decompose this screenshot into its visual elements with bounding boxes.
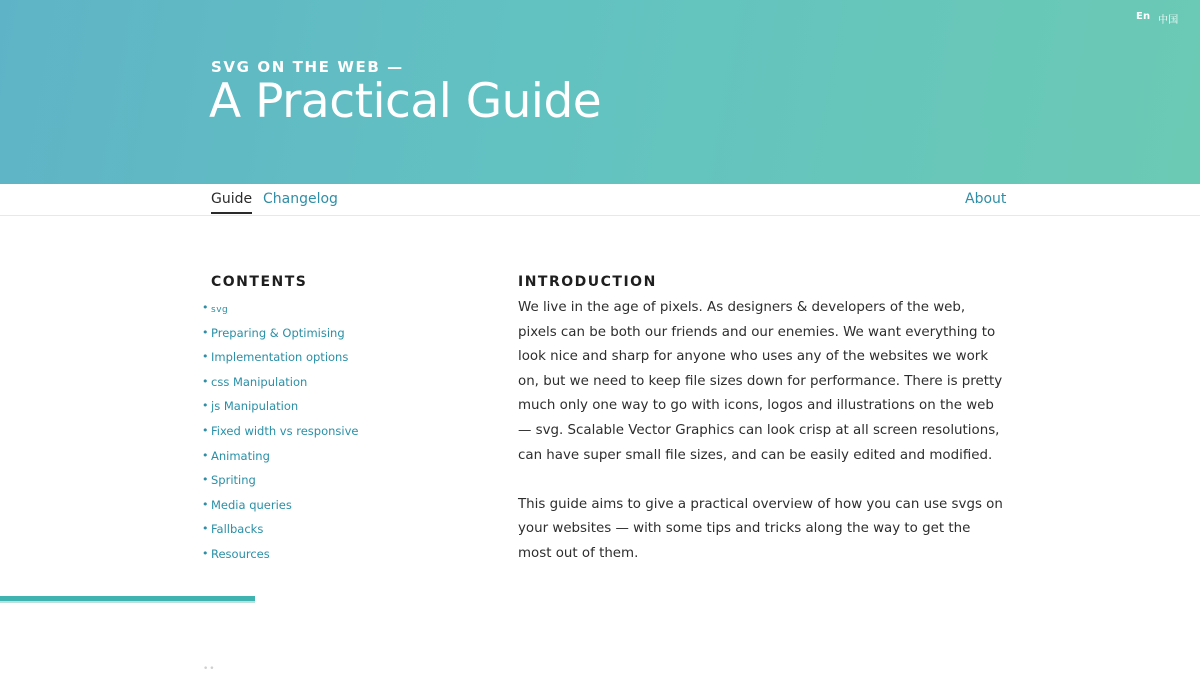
toc-link-fixed-width[interactable]: Fixed width vs responsive bbox=[211, 423, 359, 438]
intro-paragraph-2: This guide aims to give a practical overview of how you can use svgs on your websites — with some tips and tricks along the way to get the most out of them. bbox=[518, 496, 1003, 561]
pagination-dots: •• bbox=[203, 664, 216, 674]
introduction-heading: INTRODUCTION bbox=[518, 274, 657, 290]
list-item bbox=[0, 323, 359, 348]
list-item bbox=[0, 372, 359, 397]
list-item bbox=[0, 519, 359, 544]
toc-link-js-manipulation[interactable]: js Manipulation bbox=[211, 399, 299, 414]
page-header bbox=[0, 0, 1200, 184]
nav-changelog-link[interactable]: Changelog bbox=[263, 191, 338, 207]
toc-link-resources[interactable]: Resources bbox=[211, 546, 270, 561]
toc-link-svg[interactable]: svg bbox=[211, 305, 229, 315]
list-item bbox=[0, 446, 359, 471]
list-item bbox=[0, 421, 359, 446]
bullet-icon: • bbox=[202, 497, 209, 511]
site-kicker: SVG ON THE WEB — bbox=[211, 58, 404, 76]
list-item bbox=[0, 470, 359, 495]
introduction-body bbox=[518, 296, 1008, 591]
list-item bbox=[0, 347, 359, 372]
language-english-link[interactable]: En bbox=[1136, 11, 1151, 22]
toc-link-fallbacks[interactable]: Fallbacks bbox=[211, 522, 264, 537]
intro-paragraph-1: We live in the age of pixels. As designers & developers of the web, pixels can be both our friends and our enemies. We want everything to look nice and sharp for anyone who uses any of the websites we work on, but we need to keep file sizes down for performance. There is pretty much only one way to go with icons, logos and illustrations on the web — svg. Scalable Vector Graphics can look crisp at all screen resolutions, can have super small file sizes, and can be easily edited and modified. bbox=[518, 300, 1003, 463]
bullet-icon: • bbox=[202, 325, 209, 339]
main-nav bbox=[0, 184, 1200, 216]
bullet-icon: • bbox=[202, 301, 209, 314]
list-item bbox=[0, 544, 359, 569]
toc-link-implementation[interactable]: Implementation options bbox=[211, 350, 349, 365]
bullet-icon: • bbox=[202, 423, 209, 437]
page-title: A Practical Guide bbox=[209, 74, 602, 129]
list-item bbox=[0, 298, 359, 323]
bullet-icon: • bbox=[202, 399, 209, 413]
bullet-icon: • bbox=[202, 522, 209, 536]
contents-heading: CONTENTS bbox=[211, 274, 308, 290]
language-chinese-link[interactable]: 中国 bbox=[1158, 15, 1179, 26]
bullet-icon: • bbox=[202, 350, 209, 364]
toc-link-spriting[interactable]: Spriting bbox=[211, 473, 256, 488]
bullet-icon: • bbox=[202, 546, 209, 560]
contents-list bbox=[0, 298, 359, 569]
bullet-icon: • bbox=[202, 448, 209, 462]
list-item bbox=[0, 396, 359, 421]
reading-progress-bar bbox=[0, 596, 255, 603]
nav-guide-link[interactable]: Guide bbox=[211, 191, 252, 214]
toc-link-media-queries[interactable]: Media queries bbox=[211, 497, 292, 512]
toc-link-animating[interactable]: Animating bbox=[211, 448, 270, 463]
list-item bbox=[0, 495, 359, 520]
bullet-icon: • bbox=[202, 473, 209, 487]
nav-about-link[interactable]: About bbox=[965, 191, 1007, 207]
toc-link-preparing[interactable]: Preparing & Optimising bbox=[211, 325, 345, 340]
bullet-icon: • bbox=[202, 374, 209, 388]
toc-link-css-manipulation[interactable]: css Manipulation bbox=[211, 374, 308, 389]
